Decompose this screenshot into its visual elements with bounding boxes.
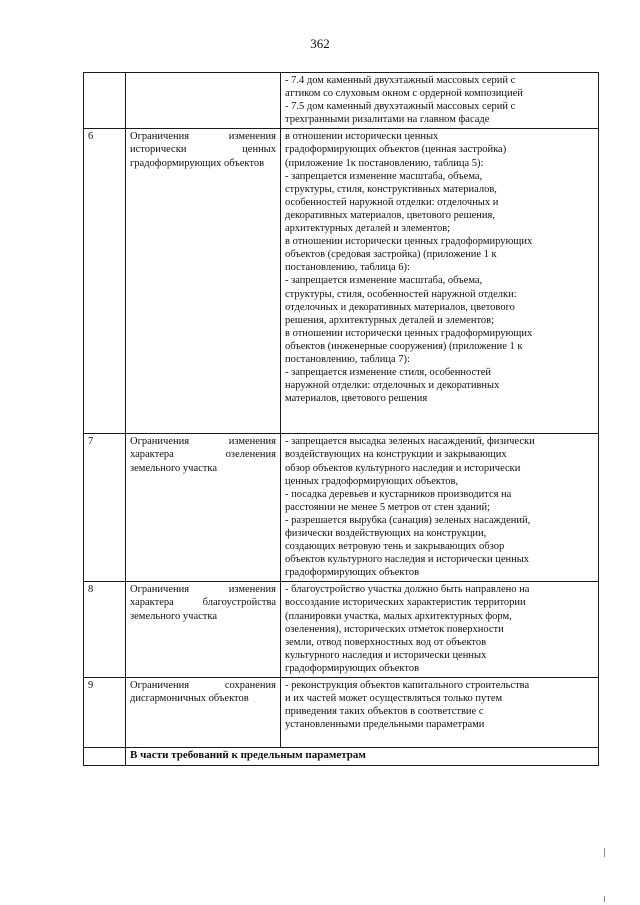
restriction-description-cell [281,73,599,129]
restriction-description-cell [281,434,599,582]
description-line: физически воздействующих на конструкции, [285,528,487,539]
restriction-name-cell: Ограничения сохранения дисгармоничных объектов [126,678,281,748]
description-line: расстоянии не менее 5 метров от стен зданий; [285,501,491,513]
description-line: приведения таких объектов в соответствие с [285,706,484,718]
description-line: объектов (средовая застройка) (приложение 1 к [285,249,497,261]
description-line: градоформирующих объектов [285,662,420,674]
description-line: - реконструкция объектов капитального строительства [285,680,530,692]
description-line: отделочных и декоративных материалов, цветового [285,301,515,313]
row-number-cell: 8 [84,582,126,678]
description-line: в отношении исторически ценных [285,131,439,143]
description-line: ценных градоформирующих объектов, [285,475,459,487]
description-line: - 7.4 дом каменный двухэтажный массовых серий с [285,75,516,86]
description-line: озеленения), исторических отметок поверхности [285,623,504,635]
description-line: в отношении исторически ценных градоформирующих [285,327,533,339]
description-line: постановлению, таблица 6): [285,262,410,274]
description-line: - запрещается изменение масштаба, объема, [285,275,483,287]
description-line: аттиком со слуховым окном с ордерной композицией [285,88,523,100]
restriction-description-cell [281,678,599,748]
description-line: - посадка деревьев и кустарников производится на [285,488,512,500]
description-line: - запрещается изменение стиля, особенностей [285,367,492,379]
table-row-continuation [84,73,599,129]
description-line: (приложение 1к постановлению, таблица 5): [285,157,484,169]
description-line: - 7.5 дом каменный двухэтажный массовых серий с [285,101,516,113]
table-row-8 [84,582,599,678]
margin-mark [604,848,605,857]
description-line: декоративных материалов, цветового решения, [285,209,495,221]
description-line: трехгранными ризалитами на главном фасаде [285,114,490,126]
row-number-cell: 6 [84,129,126,434]
restriction-description-cell [281,129,599,434]
description-line: решения, архитектурных деталей и элементов; [285,314,495,326]
row-number-cell [84,73,126,129]
description-line: постановлению, таблица 7): [285,353,410,365]
table-row-section [84,748,599,765]
row-number-cell: 7 [84,434,126,582]
description-line: наружной отделки: отделочных и декоративных [285,380,500,392]
page-number: 362 [310,36,330,51]
description-line: материалов, цветового решения [285,393,428,405]
description-line: - запрещается изменение масштаба, объема, [285,170,483,182]
description-line: градоформирующих объектов [285,567,420,579]
description-line: земли, отвод поверхностных вод от объектов [285,636,487,648]
restriction-name-cell: Ограничения изменения исторически ценных градоформирующих объектов [126,129,281,434]
description-line: установленными предельными параметрами [285,719,485,731]
section-title: В части требований к предельным параметрам [126,748,599,765]
description-line: объектов (инженерные сооружения) (приложение 1 к [285,340,523,352]
description-line: культурного наследия и исторически ценных [285,649,487,661]
requirements-table [83,72,599,766]
description-line: - благоустройство участка должно быть направлено на [285,584,530,596]
description-line: и их частей может осуществляться только путем [285,693,503,705]
table-row-6 [84,129,599,434]
description-line: обзор объектов культурного наследия и исторически [285,462,521,474]
requirements-table-body [84,73,599,766]
restriction-name-cell: Ограничения изменения характера озеленения земельного участка [126,434,281,582]
description-line: (планировки участка, малых архитектурных форм, [285,610,512,622]
description-line: структуры, стиля, конструктивных материалов, [285,183,497,195]
restriction-name-cell: Ограничения изменения характера благоустройства земельного участка [126,582,281,678]
description-line: воздействующих на конструкции и закрывающих [285,449,507,461]
table-row-7 [84,434,599,582]
row-number-cell: 9 [84,678,126,748]
description-line: особенностей наружной отделки: отделочных и [285,196,499,208]
description-line: градоформирующих объектов (ценная застройка) [285,144,507,156]
description-line: объектов культурного наследия и исторически ценных [285,554,530,566]
description-line: структуры, стиля, особенностей наружной отделки: [285,288,517,300]
restriction-description-cell [281,582,599,678]
description-line: - запрещается высадка зеленых насаждений, физически [285,436,535,448]
description-line: создающих ветровую тень и закрывающих обзор [285,541,505,553]
description-line: - разрешается вырубка (санация) зеленых насаждений, [285,514,531,526]
section-number-cell [84,748,126,765]
restriction-name-cell [126,73,281,129]
description-line: архитектурных деталей и элементов; [285,223,451,235]
description-line: в отношении исторически ценных градоформирующих [285,236,533,248]
margin-mark [604,896,605,902]
table-row-9 [84,678,599,748]
description-line: воссоздание исторических характеристик территории [285,597,526,609]
